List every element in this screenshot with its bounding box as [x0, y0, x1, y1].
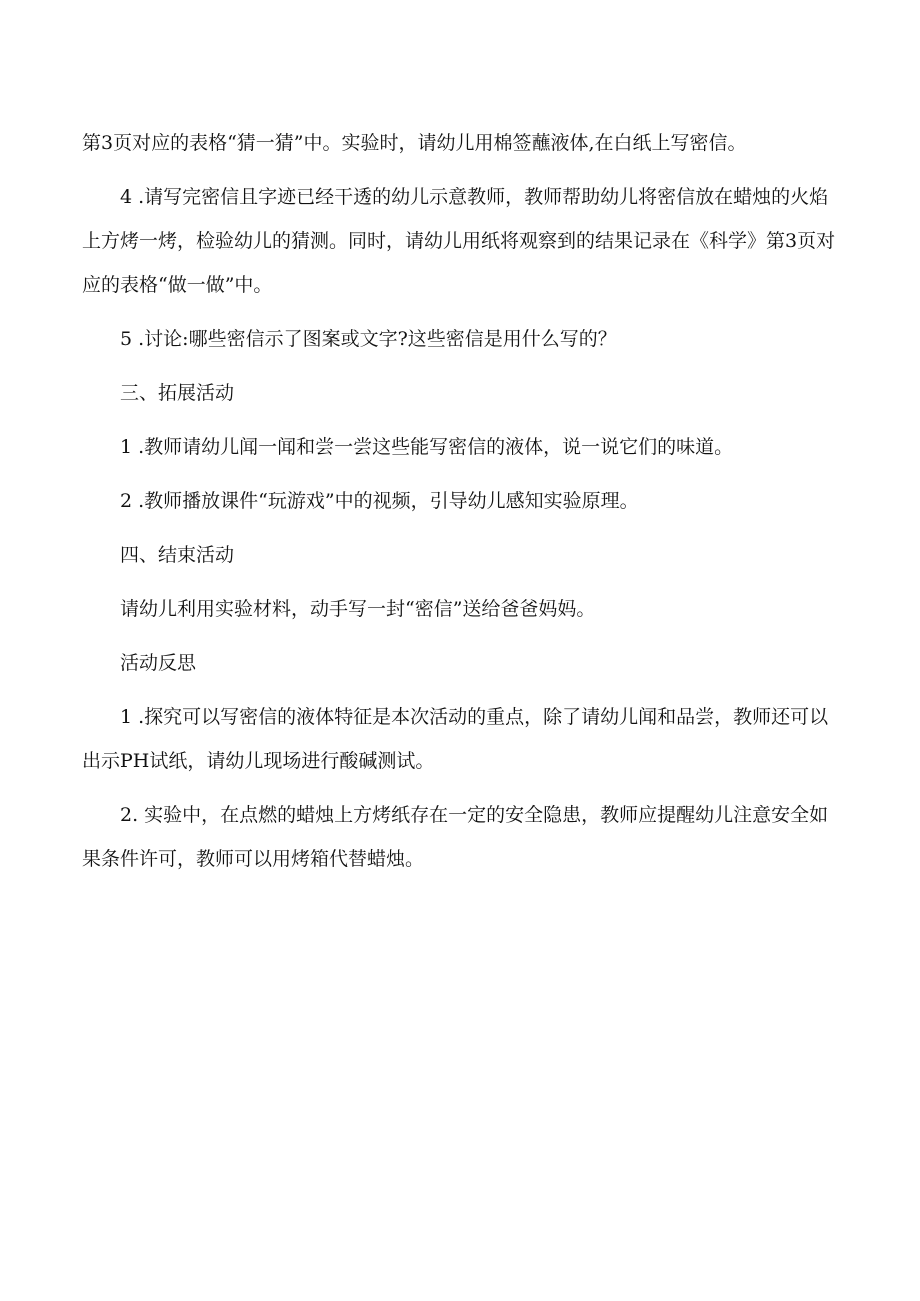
paragraph-step-5: 5 .讨论:哪些密信示了图案或文字?这些密信是用什么写的？ — [120, 328, 617, 350]
paragraph-extension-2: 2 .教师播放课件“玩游戏”中的视频，引导幼儿感知实验原理。 — [120, 490, 639, 512]
paragraph-continuation: 第3页对应的表格“猜一猜”中。实验时，请幼儿用棉签蘸液体,在白纸上写密信。 — [82, 132, 747, 154]
paragraph-reflection-1: 1 .探究可以写密信的液体特征是本次活动的重点，除了请幼儿闻和品尝，教师还可以出示PH试纸，请幼儿现场进行酸碱测试。 — [82, 706, 829, 772]
paragraph-step-4: 4 .请写完密信且字迹已经干透的幼儿示意教师，教师帮助幼儿将密信放在蜡烛的火焰上方烤一烤，检验幼儿的猜测。同时，请幼儿用纸将观察到的结果记录在《科学》第3页对应的表格“做一做”中。 — [82, 186, 836, 296]
document-body — [82, 121, 842, 891]
section-heading-extension: 三、拓展活动 — [120, 382, 235, 404]
paragraph-reflection-2: 2. 实验中，在点燃的蜡烛上方烤纸存在一定的安全隐患，教师应提醒幼儿注意安全如果条件许可，教师可以用烤箱代替蜡烛。 — [82, 804, 829, 870]
section-heading-reflection: 活动反思 — [120, 652, 197, 674]
paragraph-extension-1: 1 .教师请幼儿闻一闻和尝一尝这些能写密信的液体，说一说它们的味道。 — [120, 436, 734, 458]
paragraph-conclusion: 请幼儿利用实验材料，动手写一封“密信”送给爸爸妈妈。 — [120, 598, 596, 620]
section-heading-conclusion: 四、结束活动 — [120, 544, 235, 566]
